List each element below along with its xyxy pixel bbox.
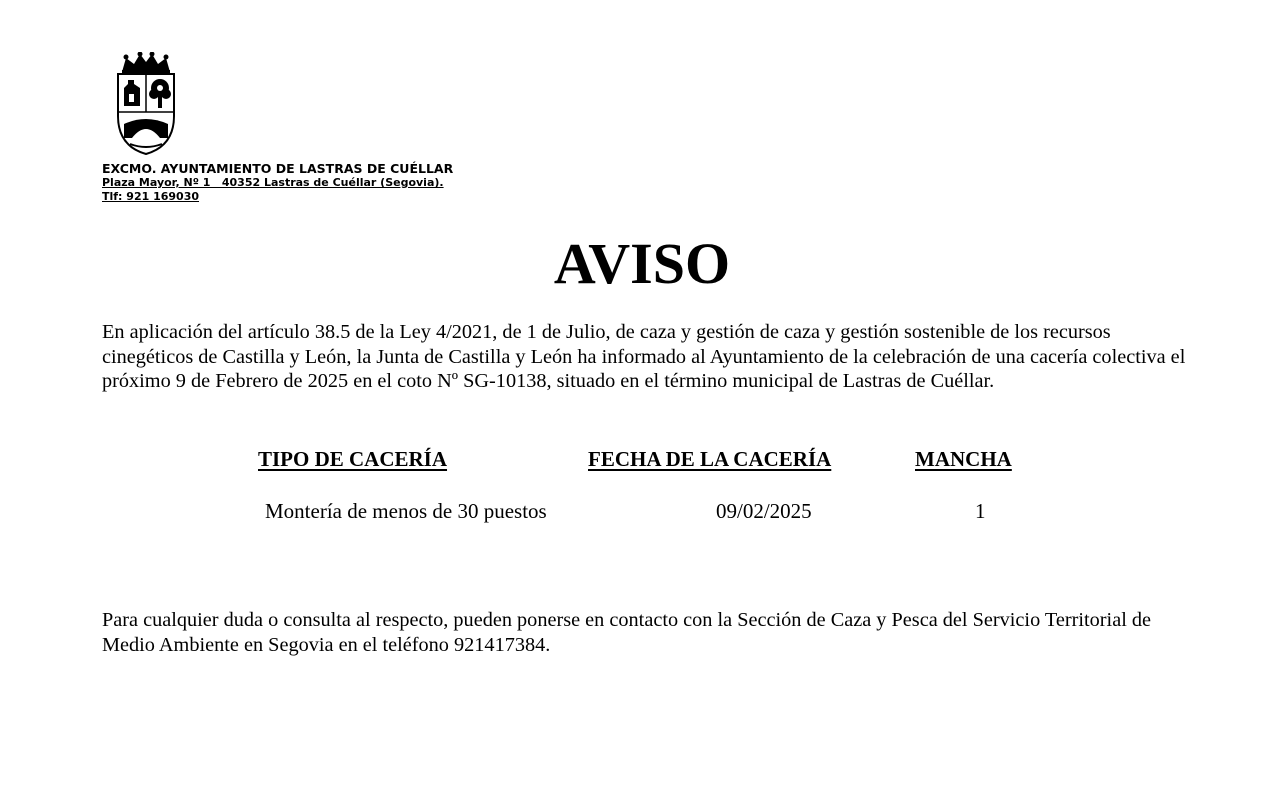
organization-phone: Tlf: 921 169030 bbox=[102, 190, 200, 203]
header-mancha: MANCHA bbox=[915, 446, 1012, 471]
cell-hunt-type: Montería de menos de 30 puestos bbox=[265, 498, 547, 523]
hunt-details-table bbox=[258, 440, 1038, 544]
organization-name: EXCMO. AYUNTAMIENTO DE LASTRAS DE CUÉLLAR bbox=[102, 161, 454, 176]
organization-address: Plaza Mayor, Nº 1 40352 Lastras de Cuéllar (Segovia). bbox=[102, 176, 444, 189]
notice-intro-paragraph: En aplicación del artículo 38.5 de la Ley 4/2021, de 1 de Julio, de caza y gestión de caza y gestión sostenible de los recursos cinegéticos de Castilla y León, la Junta de Castilla y León ha informado al Ayuntamiento de la celebración de una cacería colectiva el próximo 9 de Febrero de 2025 en el coto Nº SG-10138, situado en el término municipal de Lastras de Cuéllar. bbox=[102, 321, 1186, 392]
cell-mancha: 1 bbox=[975, 498, 986, 523]
table-row bbox=[258, 478, 1038, 544]
cell-hunt-date: 09/02/2025 bbox=[716, 498, 812, 523]
organization-header bbox=[102, 161, 453, 204]
notice-title: AVISO bbox=[553, 231, 731, 296]
header-hunt-date: FECHA DE LA CACERÍA bbox=[588, 446, 832, 471]
contact-paragraph: Para cualquier duda o consulta al respecto, pueden ponerse en contacto con la Sección de Caza y Pesca del Servicio Territorial de Medio Ambiente en Segovia en el teléfono 921417384. bbox=[102, 609, 1152, 656]
header-hunt-type: TIPO DE CACERÍA bbox=[258, 446, 448, 471]
table-header-row bbox=[258, 440, 1038, 478]
municipal-coat-of-arms-icon bbox=[110, 52, 182, 156]
